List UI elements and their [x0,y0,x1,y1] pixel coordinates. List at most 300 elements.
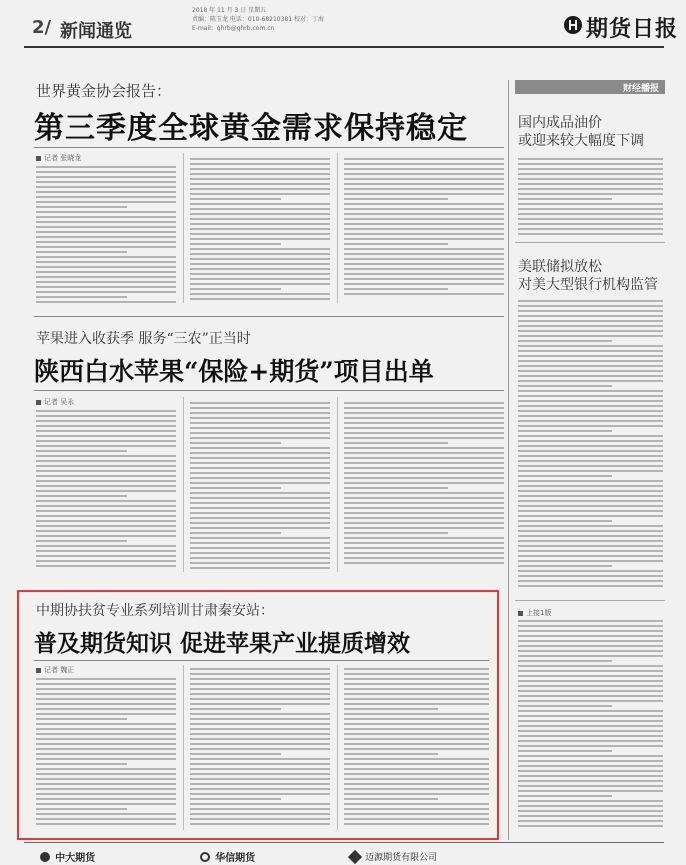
article-3-title: 普及期货知识 促进苹果产业提质增效 [34,630,411,657]
text-line [190,517,330,519]
text-line [518,485,663,487]
text-line [518,325,663,327]
text-line [518,630,663,632]
sidebar-item-2-title-line-2: 对美大型银行机构监管 [518,277,658,293]
text-line [190,823,330,825]
text-line [518,725,663,727]
article-2-col-2 [190,402,330,572]
text-line [344,733,489,735]
header-divider [24,46,664,48]
footer-ad-3: 迈源期货有限公司 [350,846,437,860]
text-line [190,567,330,569]
text-line [190,402,330,404]
text-line [518,490,663,492]
text-line [518,645,663,647]
text-line [190,198,281,200]
text-line [518,370,663,372]
page-header [0,0,686,46]
text-line [190,803,330,805]
article-1-byline: 记者 张晓龙 [36,153,81,163]
text-line [190,808,330,810]
text-line [344,253,504,255]
text-line [518,625,663,627]
text-line [344,467,504,469]
text-line [344,248,504,250]
text-line [36,281,176,283]
text-line [36,738,176,740]
text-line [518,785,663,787]
text-line [190,512,330,514]
text-line [344,698,489,700]
text-line [190,268,330,270]
text-line [518,465,663,467]
text-line [190,293,330,295]
text-line [190,497,330,499]
text-line [36,758,176,760]
sidebar-item-3-header: 上接1版 [518,608,551,618]
text-line [36,520,176,522]
text-line [518,183,663,185]
text-line [36,550,176,552]
text-line [518,820,663,822]
text-line [518,335,663,337]
text-line [344,783,489,785]
text-line [190,452,330,454]
text-line [190,678,330,680]
text-line [518,520,612,522]
text-line [344,673,489,675]
text-line [190,412,330,414]
text-line [344,238,504,240]
text-line [190,783,330,785]
text-line [344,198,448,200]
text-line [190,763,330,765]
text-line [190,228,330,230]
article-2-kicker: 苹果进入收获季 服务“三农”正当时 [36,331,251,347]
text-line [36,798,176,800]
text-line [344,557,504,559]
text-line [190,218,330,220]
text-line [518,425,663,427]
text-line [344,502,504,504]
footer-ad-1: 中大期货 [40,846,95,860]
text-line [190,462,330,464]
text-line [518,500,663,502]
text-line [518,675,663,677]
text-line [518,330,663,332]
text-line [36,241,176,243]
text-line [344,798,438,800]
text-line [518,775,663,777]
text-line [344,447,504,449]
text-line [36,485,176,487]
text-line [518,213,663,215]
text-line [518,430,612,432]
text-line [344,512,504,514]
text-line [36,455,176,457]
text-line [344,283,504,285]
text-line [190,163,330,165]
text-line [190,668,330,670]
text-line [190,183,330,185]
text-line [518,198,612,200]
text-line [518,440,663,442]
text-line [190,502,330,504]
text-line [344,158,504,160]
text-line [518,765,663,767]
footer-ad-3-logo-icon [348,849,362,863]
text-line [344,507,504,509]
text-line [344,407,504,409]
text-line [190,557,330,559]
text-line [190,233,330,235]
text-line [518,575,663,577]
text-line [518,700,663,702]
text-line [518,163,663,165]
text-line [190,773,330,775]
text-line [518,355,663,357]
text-line [36,560,176,562]
text-line [190,422,330,424]
text-line [518,755,663,757]
text-line [518,350,663,352]
text-line [36,181,176,183]
text-line [518,420,663,422]
text-line [518,480,663,482]
text-line [344,517,504,519]
text-line [36,186,176,188]
text-line [190,467,330,469]
text-line [518,740,663,742]
text-line [344,163,504,165]
text-line [190,798,281,800]
text-line [518,168,663,170]
text-line [518,455,663,457]
text-line [190,738,330,740]
text-line [518,540,663,542]
text-line [344,472,504,474]
text-line [344,402,504,404]
footer-ad-1-logo-icon [40,852,50,862]
text-line [518,300,663,302]
sidebar-divider [508,80,509,840]
text-line [344,432,504,434]
text-line [36,515,176,517]
text-line [344,758,489,760]
text-line [344,457,504,459]
text-line [190,748,330,750]
text-line [518,745,663,747]
text-line [518,193,663,195]
text-line [190,417,330,419]
text-line [36,688,176,690]
text-line [518,580,663,582]
text-line [344,293,504,295]
text-line [36,703,176,705]
text-line [518,345,663,347]
text-line [190,437,330,439]
text-line [190,552,330,554]
text-line [518,450,663,452]
text-line [36,793,176,795]
text-line [518,310,663,312]
text-line [190,537,330,539]
text-line [36,823,176,825]
article-3-byline: 记者 魏正 [36,665,74,675]
text-line [36,196,176,198]
text-line [344,263,504,265]
text-line [190,477,330,479]
text-line [344,768,489,770]
text-line [344,482,504,484]
text-line [518,800,663,802]
text-line [344,278,504,280]
text-line [518,360,663,362]
text-line [36,191,176,193]
text-line [36,693,176,695]
text-line [344,823,489,825]
text-line [36,271,176,273]
text-line [36,743,176,745]
text-line [344,743,489,745]
text-line [518,655,663,657]
text-line [518,650,663,652]
text-line [344,813,489,815]
text-line [190,193,330,195]
sidebar-header: 财经播报 [515,80,665,94]
text-line [344,773,489,775]
text-line [190,457,330,459]
sidebar-item-1-title-line-1: 国内成品油价 [518,115,602,131]
text-line [344,527,504,529]
text-line [518,815,663,817]
text-line [36,718,127,720]
text-line [344,803,489,805]
text-line [190,768,330,770]
text-line [36,276,176,278]
text-line [36,430,176,432]
section-title: 新闻通览 [60,21,132,42]
text-line [36,435,176,437]
text-line [190,698,330,700]
text-line [518,475,612,477]
text-line [36,480,176,482]
text-line [344,218,504,220]
text-line [190,753,281,755]
text-line [36,475,176,477]
text-line [36,440,176,442]
text-line [36,445,176,447]
text-line [190,407,330,409]
text-line [344,213,504,215]
text-line [190,442,281,444]
text-line [344,487,448,489]
text-line [344,562,504,564]
text-line [518,805,663,807]
text-line [344,228,504,230]
text-line [344,793,489,795]
text-line [36,768,176,770]
article-1-col-1 [36,166,176,306]
text-line [36,251,127,253]
text-line [518,380,663,382]
text-line [36,783,176,785]
text-line [344,753,438,755]
text-line [36,221,176,223]
text-line [190,238,330,240]
text-line [518,510,663,512]
text-line [190,693,330,695]
text-line [190,492,330,494]
text-line [518,750,612,752]
text-line [344,703,489,705]
text-line [190,728,330,730]
text-line [190,793,330,795]
text-line [344,748,489,750]
header-meta-email: E-mail：qhrb@qhrb.com.cn [192,25,275,32]
text-line [190,703,330,705]
sidebar-item-1-title-line-2: 或迎来较大幅度下调 [518,133,644,149]
text-line [344,288,448,290]
text-line [190,522,330,524]
text-line [518,395,663,397]
text-line [344,417,504,419]
text-line [190,482,330,484]
article-1-title-divider [34,147,504,148]
text-line [36,565,176,567]
text-line [190,532,281,534]
text-line [190,263,330,265]
text-line [344,223,504,225]
text-line [36,708,176,710]
text-line [190,818,330,820]
article-1-col-3 [344,158,504,298]
text-line [36,778,176,780]
text-line [36,166,176,168]
text-line [36,818,176,820]
article-1-kicker: 世界黄金协会报告： [36,82,172,100]
text-line [190,248,330,250]
text-line [518,565,612,567]
text-line [190,723,330,725]
text-line [344,537,504,539]
text-line [518,530,663,532]
text-line [344,723,489,725]
text-line [36,535,176,537]
text-line [36,803,176,805]
text-line [344,497,504,499]
text-line [36,226,176,228]
header-meta-editor: 责编：陈玉龙 电话：010-68210381 校对：丁海 [192,16,324,23]
text-line [518,305,663,307]
text-line [518,825,663,827]
text-line [518,720,663,722]
text-line [36,748,176,750]
text-line [36,256,176,258]
article-1-col-2 [190,158,330,303]
text-line [190,743,330,745]
text-line [518,223,663,225]
text-line [518,545,663,547]
text-line [518,410,663,412]
text-line [36,813,176,815]
text-line [344,532,448,534]
text-line [190,253,330,255]
text-line [518,218,663,220]
text-line [36,678,176,680]
text-line [36,530,176,532]
text-line [36,291,176,293]
text-line [518,560,663,562]
text-line [36,171,176,173]
text-line [190,213,330,215]
text-line [344,178,504,180]
text-line [518,470,663,472]
text-line [518,550,663,552]
text-line [190,243,281,245]
text-line [344,728,489,730]
text-line [344,268,504,270]
sidebar-item-2-body [518,300,663,590]
article-2-byline: 记者 吴永 [36,397,74,407]
text-line [36,286,176,288]
article-3-kicker: 中期协扶贫专业系列培训甘肃秦安站： [36,603,274,619]
text-line [344,713,489,715]
text-line [36,490,176,492]
text-line [36,415,176,417]
text-line [518,665,663,667]
text-line [344,442,448,444]
text-line [518,660,612,662]
text-line [518,405,663,407]
text-line [190,813,330,815]
article-2-title: 陕西白水苹果“保险+期货”项目出单 [34,357,434,386]
text-line [518,158,663,160]
text-line [344,492,504,494]
text-line [36,773,176,775]
text-line [518,790,663,792]
header-meta-date: 2018 年 11 月 3 日 星期五 [192,7,267,14]
text-line [518,515,663,517]
text-line [36,266,176,268]
text-line [344,168,504,170]
text-line [190,188,330,190]
text-line [190,288,281,290]
article-3-col-2 [190,668,330,828]
sidebar-item-1-body [518,158,663,238]
text-line [344,668,489,670]
text-line [518,680,663,682]
text-line [190,547,330,549]
text-line [36,201,176,203]
text-line [36,301,176,303]
text-line [344,688,489,690]
text-line [36,505,176,507]
text-line [344,208,504,210]
text-line [36,500,176,502]
text-line [344,427,504,429]
text-line [518,795,612,797]
text-line [518,208,663,210]
text-line [344,183,504,185]
text-line [36,246,176,248]
section-divider-1 [34,316,504,317]
text-line [344,437,504,439]
text-line [36,728,176,730]
text-line [518,585,663,587]
text-line [344,422,504,424]
sidebar-item-3-body [518,620,663,830]
